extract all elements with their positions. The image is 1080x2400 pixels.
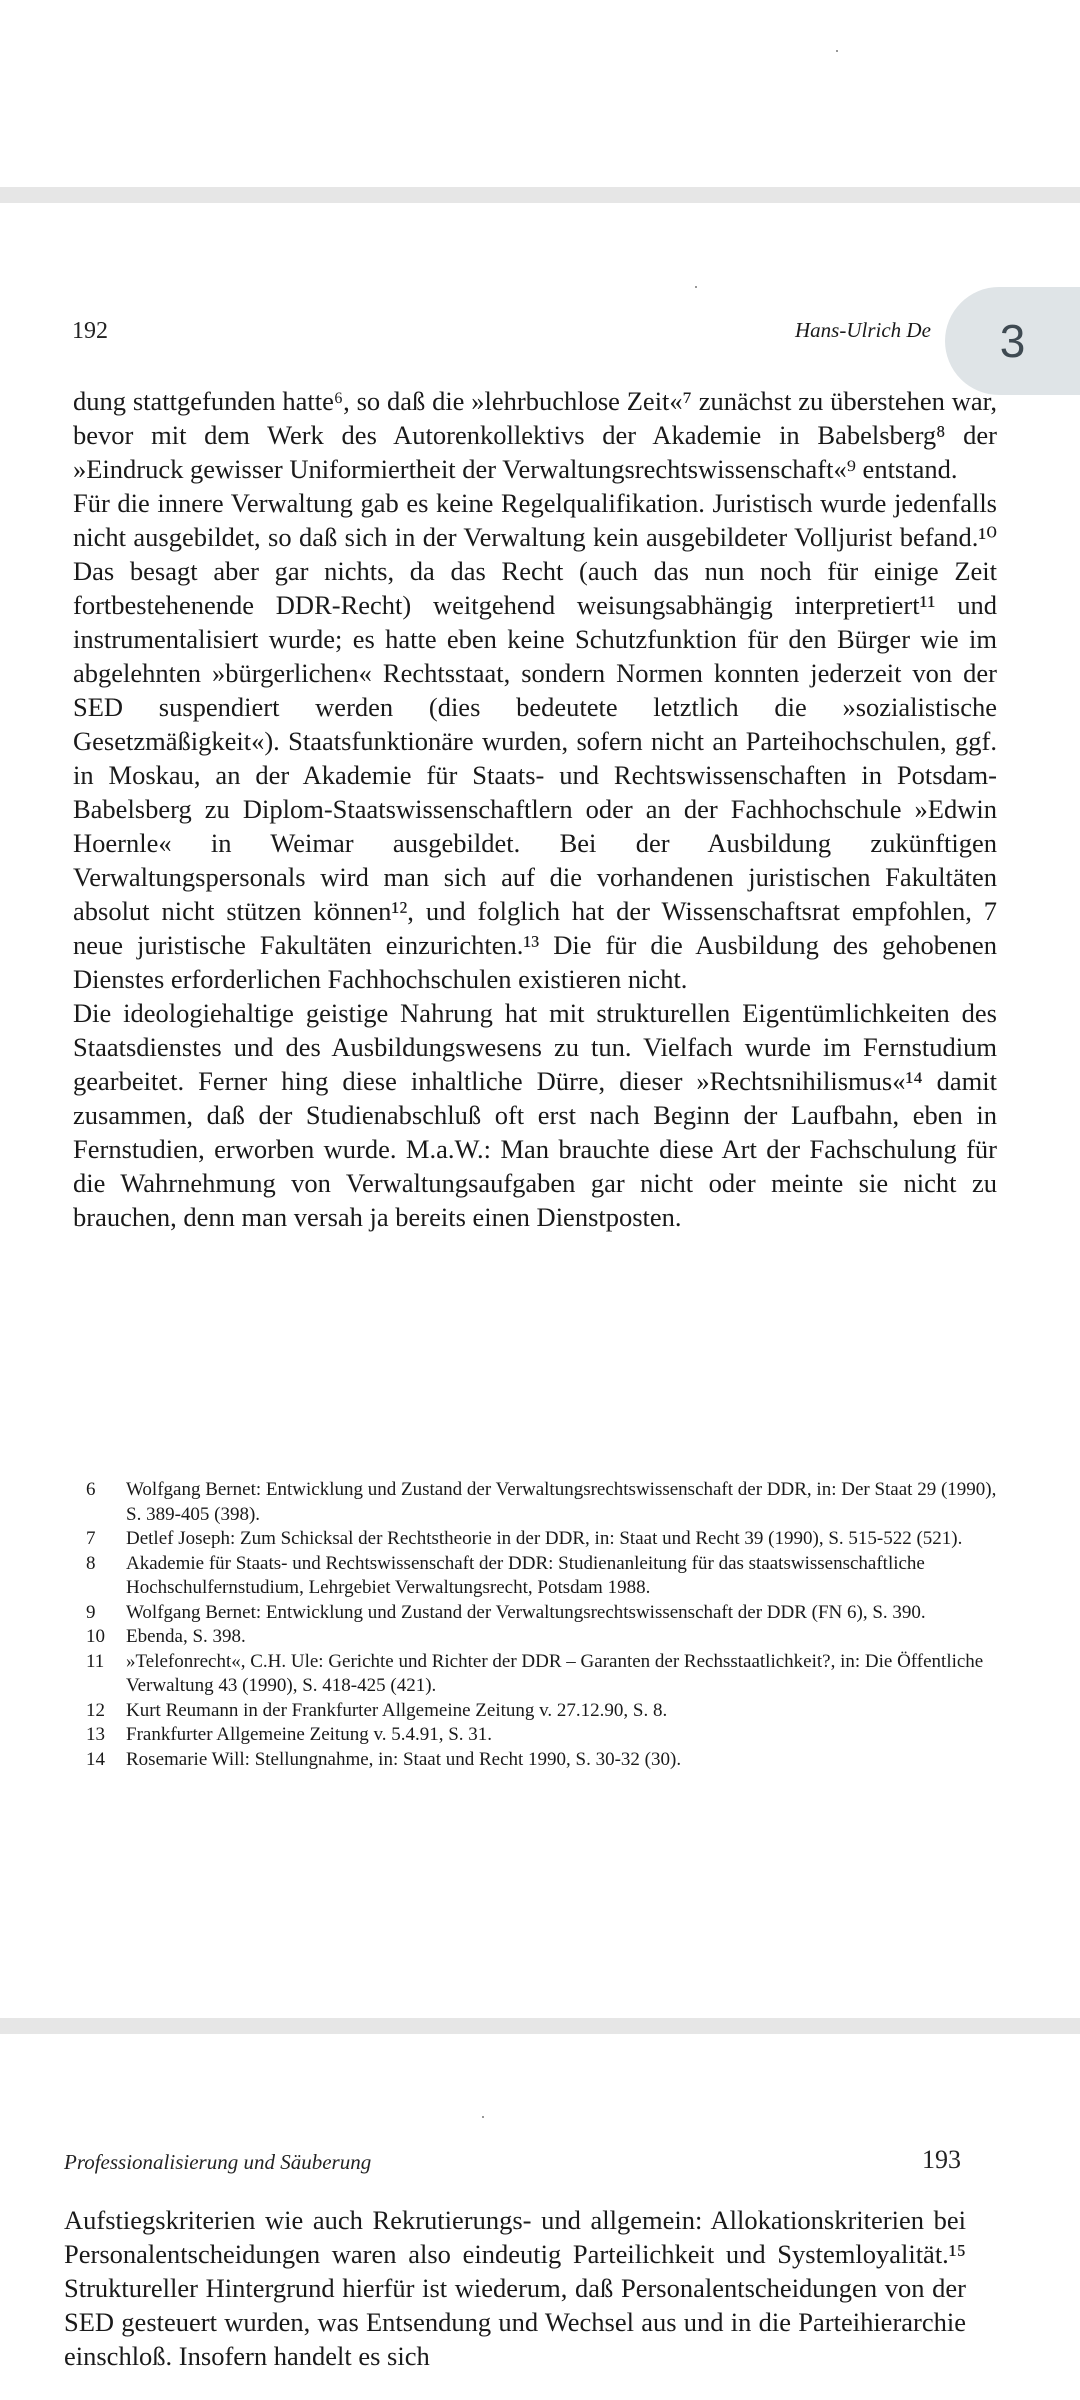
page-separator-bottom	[0, 2018, 1080, 2034]
footnote-text: Rosemarie Will: Stellungnahme, in: Staat und Recht 1990, S. 30-32 (30).	[126, 1748, 682, 1770]
paragraph: Für die innere Verwaltung gab es keine Regelqualifikation. Juristisch wurde jedenfalls nicht ausgebildet, so daß sich in der Verwaltung kein ausgebildeter Volljurist befand.¹⁰ Das besagt aber gar nichts, da das Recht (auch das nun noch für einige Zeit fortbestehenende DDR-Recht) weitgehend weisungsabhängig interpretiert¹¹ und instrumentalisiert wurde; es hatte eben keine Schutzfunktion für den Bürger wie im abgelehnten »bürgerlichen« Rechtsstaat, sondern Normen konnten jederzeit von der SED suspendiert werden (dies bedeutete letztlich die »sozialistische Gesetzmäßigkeit«). Staatsfunktionäre wurden, sofern nicht an Parteihochschulen, ggf. in Moskau, an der Akademie für Staats- und Rechtswissenschaften in Potsdam-Babelsberg zu Diplom-Staatswissenschaftlern oder an der Fachhochschule »Edwin Hoernle« in Weimar ausgebildet. Bei der Ausbildung zukünftigen Verwaltungspersonals wird man sich auf die vorhandenen juristischen Fakultäten absolut nicht stützen können¹², und folglich hat der Wissenschaftsrat empfohlen, 7 neue juristische Fakultäten einzurichten.¹³ Die für die Ausbildung des gehobenen Dienstes erforderlichen Fachhochschulen existieren nicht.	[73, 488, 997, 994]
footnote-text: Wolfgang Bernet: Entwicklung und Zustand der Verwaltungsrechtswissenschaft der DDR, in: Der Staat 29 (1990), S. 389-405 (398).	[126, 1479, 997, 1525]
footnote-number: 14	[86, 1748, 105, 1770]
footnote	[86, 1478, 1006, 1527]
footnote-number: 13	[86, 1724, 105, 1745]
running-head: Hans-Ulrich De	[795, 318, 931, 342]
footnote	[86, 1748, 1006, 1773]
footnote-text: »Telefonrecht«, C.H. Ule: Gerichte und Richter der DDR – Garanten der Rechsstaatlichkeit?, in: Die Öffentliche Verwaltung 43 (1990), S. 418-425 (421).	[126, 1650, 984, 1696]
footnote-text: Akademie für Staats- und Rechtswissenschaft der DDR: Studienanleitung für das staatswissenschaftliche Hochschulfernstudium, Lehrgebiet Verwaltungsrecht, Potsdam 1988.	[126, 1552, 925, 1598]
footnote-number: 7	[86, 1528, 96, 1549]
page-body	[73, 384, 997, 1234]
footnote-number: 8	[86, 1552, 96, 1574]
footnote-text: Frankfurter Allgemeine Zeitung v. 5.4.91, S. 31.	[126, 1724, 493, 1745]
page-number: 193	[922, 2145, 961, 2174]
paragraph: Aufstiegskriterien wie auch Rekrutierungs- und allgemein: Allokationskriterien bei Personalentscheidungen waren also eindeutig Parteilichkeit und Systemloyalität.¹⁵ Struktureller Hintergrund hierfür ist wiederum, daß Personalentscheidungen von der SED gesteuert wurden, was Entsendung und Wechsel aus und in die Parteihierarchie einschloß. Insofern handelt es sich	[64, 2205, 966, 2371]
footnote-text: Ebenda, S. 398.	[126, 1626, 246, 1647]
page-indicator-tab[interactable]	[945, 287, 1080, 395]
footnote-number: 6	[86, 1479, 96, 1500]
paragraph: dung stattgefunden hatte⁶, so daß die »lehrbuchlose Zeit«⁷ zunächst zu überstehen war, bevor mit dem Werk des Autorenkollektivs der Akademie in Babelsberg⁸ der »Eindruck gewisser Uniformiertheit der Verwaltungsrechtswissenschaft«⁹ entstand.	[73, 386, 997, 484]
footnote	[86, 1527, 1006, 1552]
footnote	[86, 1552, 1006, 1601]
footnote-number: 11	[86, 1650, 105, 1672]
footnote-number: 10	[86, 1626, 105, 1647]
footnote	[86, 1601, 1006, 1626]
footnote-text: Kurt Reumann in der Frankfurter Allgemeine Zeitung v. 27.12.90, S. 8.	[126, 1699, 668, 1721]
footnote	[86, 1625, 1006, 1650]
page-number: 192	[72, 318, 108, 344]
scan-speck	[695, 286, 697, 288]
page-indicator-number: 3	[999, 315, 1026, 367]
footnote	[86, 1699, 1006, 1724]
page-separator-top	[0, 187, 1080, 203]
footnote-number: 12	[86, 1699, 105, 1721]
footnote	[86, 1650, 1006, 1699]
footnote-number: 9	[86, 1601, 96, 1623]
running-head: Professionalisierung und Säuberung	[64, 2150, 372, 2174]
footnotes	[86, 1478, 1006, 1772]
footnote-text: Detlef Joseph: Zum Schicksal der Rechtstheorie in der DDR, in: Staat und Recht 39 (1990), S. 515-522 (521).	[126, 1528, 963, 1549]
footnote-text: Wolfgang Bernet: Entwicklung und Zustand der Verwaltungsrechtswissenschaft der DDR (FN 6), S. 390.	[126, 1601, 926, 1623]
footnote	[86, 1723, 1006, 1748]
scan-speck	[482, 2116, 484, 2118]
paragraph: Die ideologiehaltige geistige Nahrung hat mit strukturellen Eigentümlichkeiten des Staatsdienstes und des Ausbildungswesens zu tun. Vielfach wurde im Fernstudium gearbeitet. Ferner hing diese inhaltliche Dürre, dieser »Rechtsnihilismus«¹⁴ damit zusammen, daß der Studienabschluß oft erst nach Beginn der Laufbahn, eben in Fernstudien, erworben wurde. M.a.W.: Man brauchte diese Art der Fachschulung für die Wahrnehmung von Verwaltungsaufgaben gar nicht oder meinte sie nicht zu brauchen, denn man versah ja bereits einen Dienstposten.	[73, 998, 997, 1232]
scan-speck	[836, 50, 838, 52]
